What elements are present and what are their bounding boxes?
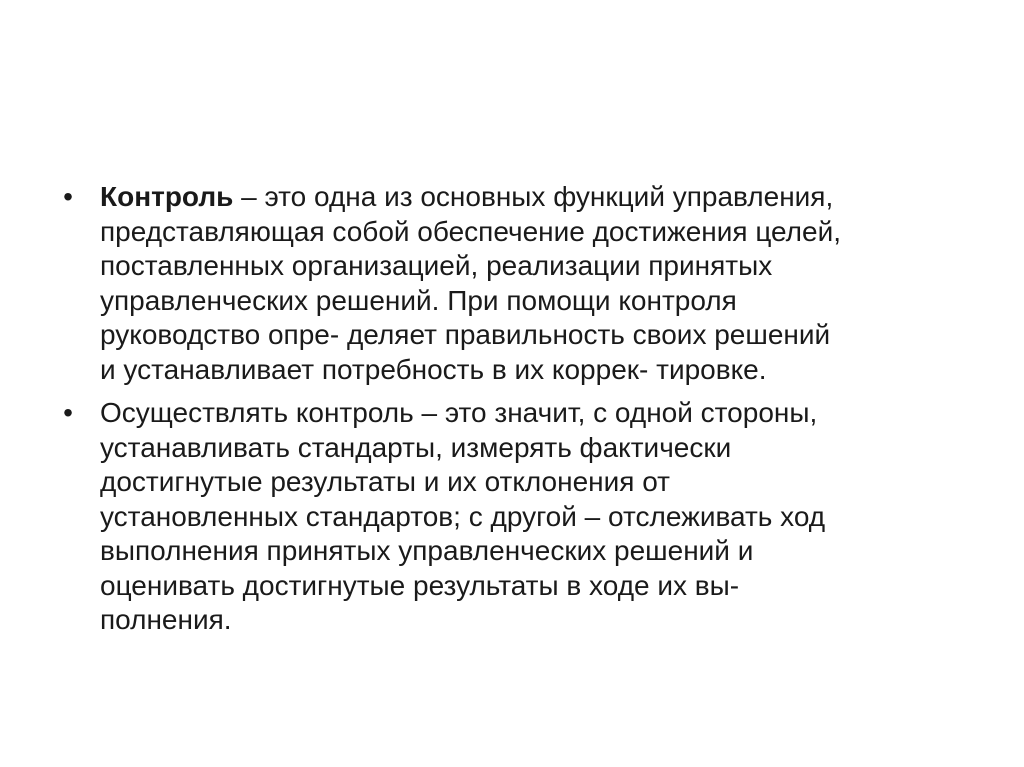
text-line: устанавливать стандарты, измерять фактически — [100, 431, 732, 463]
text-line: полнения. — [100, 604, 232, 635]
text-line: достигнутые результаты и их отклонения от — [100, 466, 670, 497]
text-line: выполнения принятых управленческих решений и — [100, 535, 754, 566]
text-line: управленческих решений. При помощи контроля — [100, 284, 737, 316]
text-line: поставленных организацией, реализации принятых — [100, 250, 773, 281]
bullet-item-control-implementation — [58, 396, 958, 638]
bullet-icon: • — [63, 397, 73, 428]
text-line: установленных стандартов; с другой – отслеживать ход — [100, 500, 826, 532]
text-line — [100, 180, 958, 215]
text-line: Осуществлять контроль – это значит, с одной стороны, — [100, 397, 818, 428]
term-bold: Контроль — [100, 181, 234, 212]
text-line: представляющая собой обеспечение достижения целей, — [100, 215, 842, 247]
bullet-item-control-definition — [58, 180, 958, 387]
bullet-list — [58, 180, 958, 638]
text-line-rest: – это одна из основных функций управления, — [233, 181, 834, 212]
text-line: оценивать достигнутые результаты в ходе их вы- — [100, 569, 740, 601]
bullet-icon: • — [63, 181, 73, 212]
text-line: и устанавливает потребность в их коррек- тировке. — [100, 353, 767, 385]
text-line: руководство опре- деляет правильность своих решений — [100, 319, 831, 350]
